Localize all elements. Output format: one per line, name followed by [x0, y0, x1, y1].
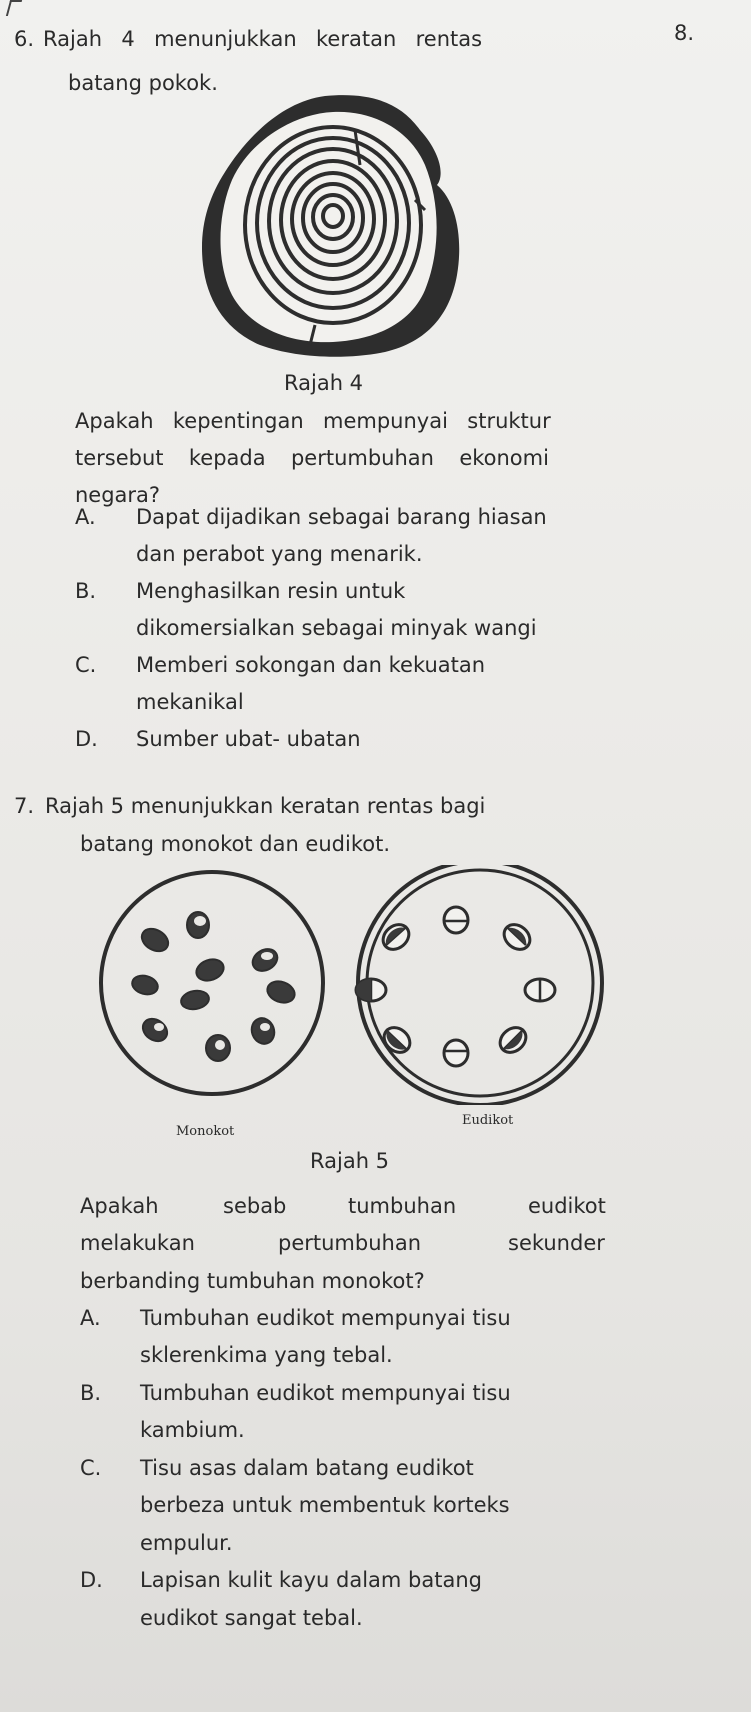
rajah5-caption: Rajah 5: [310, 1149, 390, 1173]
monocot-eudicot-stem-diagram: [95, 865, 610, 1105]
q7-option-b-line1: Tumbuhan eudikot mempunyai tisu: [140, 1381, 511, 1405]
q7-option-c-letter: C.: [80, 1456, 102, 1480]
q7-option-a-line1: Tumbuhan eudikot mempunyai tisu: [140, 1306, 511, 1330]
q6-option-b-letter: B.: [75, 579, 97, 603]
q7-question-word-5: melakukan: [80, 1231, 195, 1255]
q7-option-c-line3: empulur.: [140, 1531, 233, 1555]
q6-intro-line1: Rajah 4 menunjukkan keratan rentas: [43, 27, 483, 51]
tree-trunk-cross-section: [195, 90, 485, 360]
q7-question-word-4: eudikot: [528, 1194, 606, 1218]
q6-option-d-line1: Sumber ubat- ubatan: [136, 727, 361, 751]
monocot-stem: [101, 872, 323, 1094]
q7-option-a-line2: sklerenkima yang tebal.: [140, 1343, 393, 1367]
q7-question-word-2: sebab: [223, 1194, 287, 1218]
label-monokot: Monokot: [176, 1124, 235, 1139]
q7-option-c-line2: berbeza untuk membentuk korteks: [140, 1493, 510, 1517]
page-number: 8.: [674, 21, 695, 45]
q7-question-line3: berbanding tumbuhan monokot?: [80, 1269, 425, 1293]
q7-intro-line2: batang monokot dan eudikot.: [80, 832, 390, 856]
q7-option-c-line1: Tisu asas dalam batang eudikot: [140, 1456, 474, 1480]
q7-question-word-7: sekunder: [508, 1231, 605, 1255]
q6-option-b-line1: Menghasilkan resin untuk: [136, 579, 406, 603]
q6-option-b-line2: dikomersialkan sebagai minyak wangi: [136, 616, 537, 640]
eudicot-stem: [356, 865, 602, 1105]
rajah4-caption: Rajah 4: [284, 371, 364, 395]
q6-option-a-line2: dan perabot yang menarik.: [136, 542, 423, 566]
q6-question-line1: Apakah kepentingan mempunyai struktur: [75, 409, 551, 433]
page-corner-mark: [6, 0, 22, 16]
q7-intro-line1: Rajah 5 menunjukkan keratan rentas bagi: [45, 794, 486, 818]
q6-question-line2: tersebut kepada pertumbuhan ekonomi: [75, 446, 549, 470]
q7-option-a-letter: A.: [80, 1306, 101, 1330]
q6-option-a-letter: A.: [75, 505, 96, 529]
q7-option-d-line1: Lapisan kulit kayu dalam batang: [140, 1568, 482, 1592]
label-eudikot: Eudikot: [462, 1113, 514, 1128]
q6-option-c-line2: mekanikal: [136, 690, 244, 714]
q7-option-d-letter: D.: [80, 1568, 103, 1592]
q6-option-c-letter: C.: [75, 653, 97, 677]
q6-intro-line2: batang pokok.: [68, 71, 218, 95]
q7-question-word-3: tumbuhan: [348, 1194, 457, 1218]
q7-option-d-line2: eudikot sangat tebal.: [140, 1606, 363, 1630]
q6-question-line3: negara?: [75, 483, 161, 507]
q7-question-word-6: pertumbuhan: [278, 1231, 422, 1255]
q7-option-b-letter: B.: [80, 1381, 102, 1405]
q6-number: 6.: [14, 27, 35, 51]
q6-option-a-line1: Dapat dijadikan sebagai barang hiasan: [136, 505, 547, 529]
q7-question-word-1: Apakah: [80, 1194, 159, 1218]
q6-option-c-line1: Memberi sokongan dan kekuatan: [136, 653, 486, 677]
q6-option-d-letter: D.: [75, 727, 98, 751]
q7-option-b-line2: kambium.: [140, 1418, 245, 1442]
q7-number: 7.: [14, 794, 35, 818]
